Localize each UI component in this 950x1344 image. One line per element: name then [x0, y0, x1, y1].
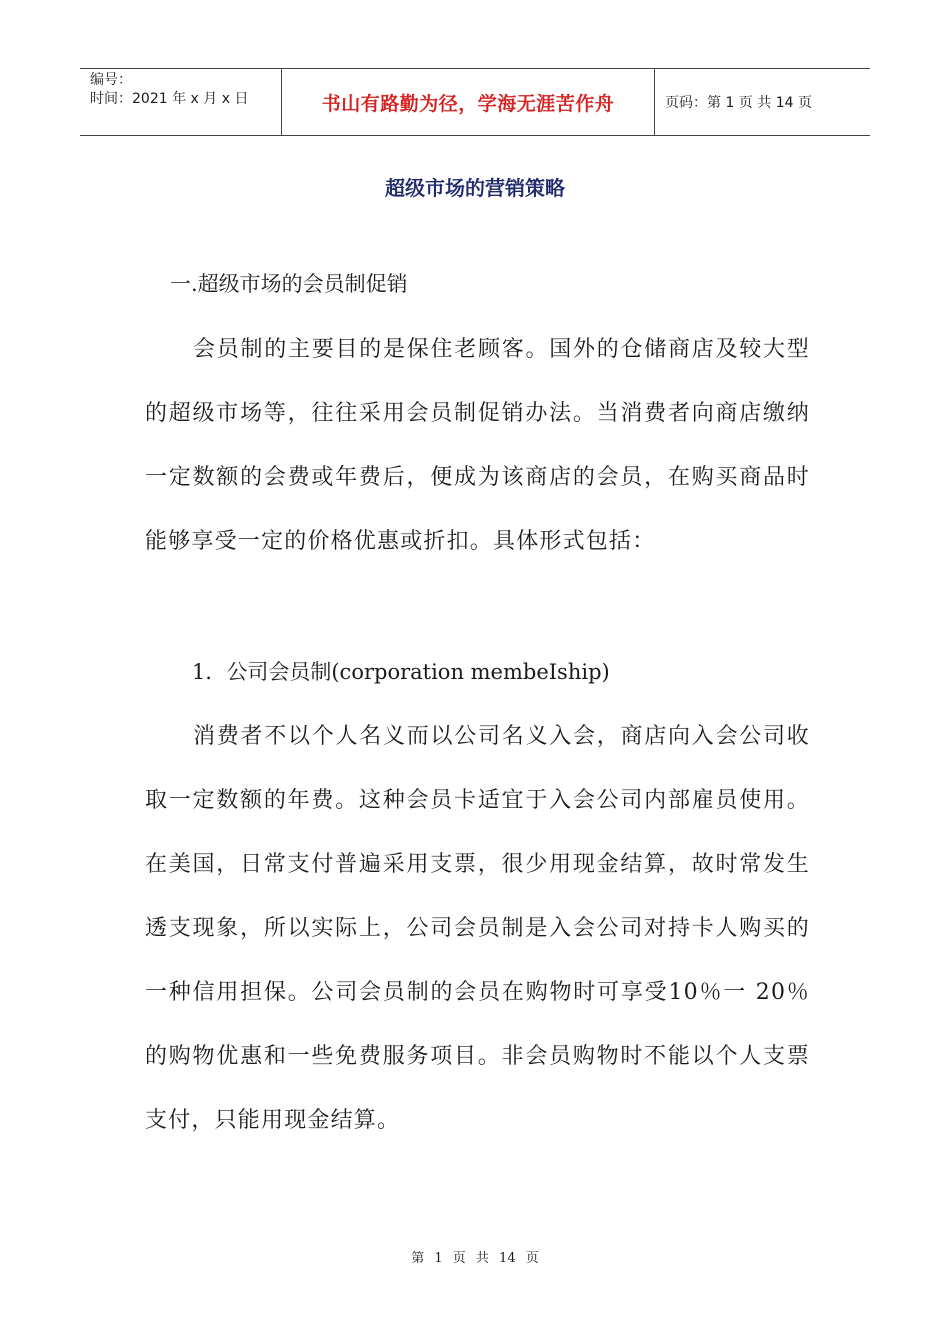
header-motto-cell: [282, 69, 655, 135]
paragraph-text: 消费者不以个人名义而以公司名义入会，商店向入会公司收取一定数额的年费。这种会员卡适宜于入会公司内部雇员使用。在美国，日常支付普遍采用支票，很少用现金结算，故时常发生透支现象，所以实际上，公司会员制是入会公司对持卡人购买的一种信用担保。公司会员制的会员在购物时可享受10％一 20％的购物优惠和一些免费服务项目。非会员购物时不能以个人支票支付，只能用现金结算。: [145, 724, 810, 1133]
page-footer: 第 1 页 共 14 页: [411, 1251, 539, 1266]
header-motto: 书山有路勤为径，学海无涯苦作舟: [321, 92, 615, 115]
section-heading: 一.超级市场的会员制促销: [170, 272, 408, 296]
document-time-label: 时间：2021 年 x 月 x 日: [90, 91, 249, 107]
document-title: 超级市场的营销策略: [385, 176, 565, 200]
header-table: [80, 68, 870, 136]
document-number-label: 编号：: [90, 72, 132, 88]
header-page-info: 页码：第 1 页 共 14 页: [665, 95, 812, 111]
paragraph-membership-intro: [145, 318, 810, 574]
header-page-cell: [655, 69, 870, 135]
header-meta-cell: [80, 69, 282, 135]
paragraph-text: 会员制的主要目的是保住老顾客。国外的仓储商店及较大型的超级市场等，往往采用会员制促销办法。当消费者向商店缴纳一定数额的会费或年费后，便成为该商店的会员，在购买商品时能够享受一定的价格优惠或折扣。具体形式包括：: [145, 337, 810, 554]
paragraph-corporate-membership: [145, 705, 810, 1153]
subheading-corporate-membership: 1．公司会员制(corporation membeIship): [192, 660, 610, 684]
